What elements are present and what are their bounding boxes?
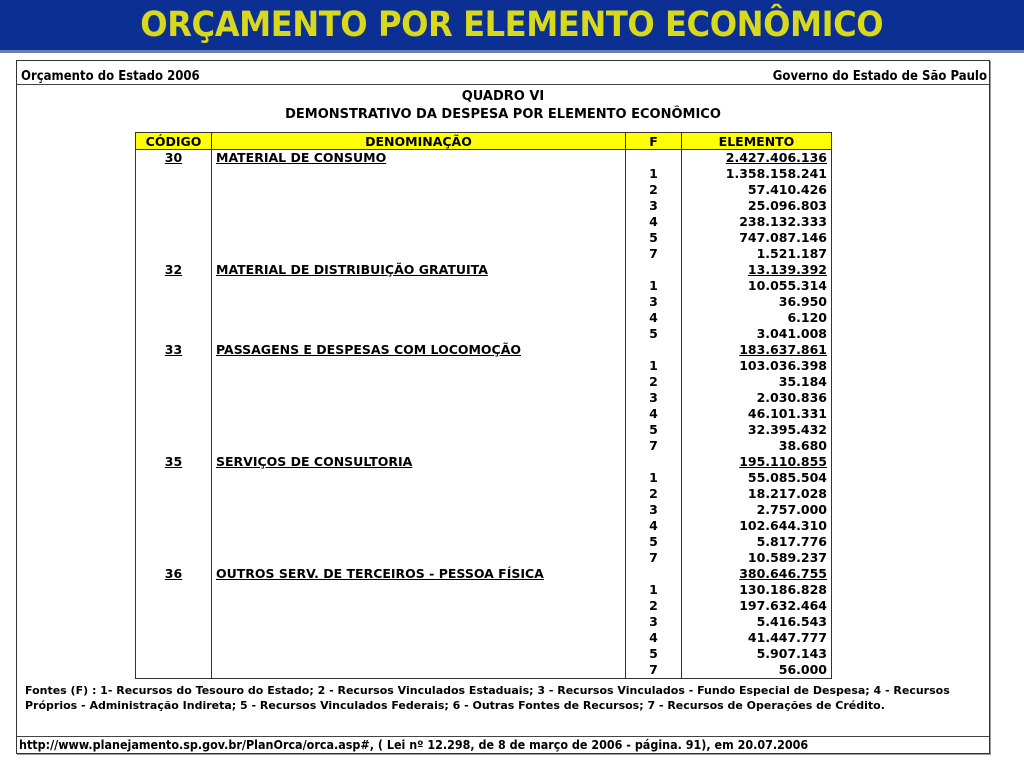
- group-name: MATERIAL DE DISTRIBUIÇÃO GRATUITA: [212, 262, 626, 278]
- item-name: [212, 374, 626, 390]
- document-frame: [16, 60, 990, 754]
- item-row: [136, 470, 832, 486]
- item-code: [136, 214, 212, 230]
- col-header-denominacao: DENOMINAÇÃO: [212, 133, 626, 150]
- group-total: 13.139.392: [682, 262, 832, 278]
- item-name: [212, 486, 626, 502]
- item-row: [136, 518, 832, 534]
- title-bar: [0, 0, 1024, 53]
- group-total: 183.637.861: [682, 342, 832, 358]
- item-code: [136, 326, 212, 342]
- group-name: MATERIAL DE CONSUMO: [212, 150, 626, 167]
- group-f: [626, 262, 682, 278]
- item-fonte: 7: [626, 438, 682, 454]
- item-code: [136, 438, 212, 454]
- item-code: [136, 294, 212, 310]
- item-fonte: 7: [626, 246, 682, 262]
- item-name: [212, 310, 626, 326]
- item-code: [136, 278, 212, 294]
- item-fonte: 1: [626, 166, 682, 182]
- item-code: [136, 422, 212, 438]
- item-fonte: 4: [626, 630, 682, 646]
- item-fonte: 3: [626, 198, 682, 214]
- item-fonte: 4: [626, 406, 682, 422]
- item-value: 36.950: [682, 294, 832, 310]
- item-value: 103.036.398: [682, 358, 832, 374]
- group-row: [136, 566, 832, 582]
- item-name: [212, 502, 626, 518]
- item-code: [136, 182, 212, 198]
- item-name: [212, 518, 626, 534]
- col-header-elemento: ELEMENTO: [682, 133, 832, 150]
- item-code: [136, 502, 212, 518]
- source-citation: http://www.planejamento.sp.gov.br/PlanOrca/orca.asp#, ( Lei nº 12.298, de 8 de março de 2006 - página. 91), em 20.07.2006: [19, 738, 809, 752]
- item-code: [136, 198, 212, 214]
- item-row: [136, 214, 832, 230]
- item-row: [136, 358, 832, 374]
- group-f: [626, 454, 682, 470]
- group-total: 195.110.855: [682, 454, 832, 470]
- item-row: [136, 582, 832, 598]
- item-value: 38.680: [682, 438, 832, 454]
- item-fonte: 5: [626, 534, 682, 550]
- item-value: 102.644.310: [682, 518, 832, 534]
- item-row: [136, 182, 832, 198]
- item-fonte: 7: [626, 662, 682, 679]
- item-fonte: 5: [626, 326, 682, 342]
- item-name: [212, 278, 626, 294]
- item-value: 197.632.464: [682, 598, 832, 614]
- item-name: [212, 230, 626, 246]
- group-name: SERVIÇOS DE CONSULTORIA: [212, 454, 626, 470]
- item-name: [212, 198, 626, 214]
- item-fonte: 4: [626, 214, 682, 230]
- item-code: [136, 486, 212, 502]
- item-row: [136, 598, 832, 614]
- item-fonte: 3: [626, 502, 682, 518]
- item-fonte: 2: [626, 598, 682, 614]
- item-row: [136, 246, 832, 262]
- item-value: 1.358.158.241: [682, 166, 832, 182]
- item-fonte: 3: [626, 390, 682, 406]
- item-value: 25.096.803: [682, 198, 832, 214]
- header-divider: [17, 84, 989, 85]
- item-name: [212, 598, 626, 614]
- item-row: [136, 230, 832, 246]
- item-row: [136, 630, 832, 646]
- group-code: 30: [136, 150, 212, 167]
- col-header-codigo: CÓDIGO: [136, 133, 212, 150]
- group-total: 380.646.755: [682, 566, 832, 582]
- item-row: [136, 278, 832, 294]
- item-value: 10.589.237: [682, 550, 832, 566]
- expense-table: [135, 132, 832, 679]
- group-code: 35: [136, 454, 212, 470]
- item-value: 6.120: [682, 310, 832, 326]
- item-value: 18.217.028: [682, 486, 832, 502]
- item-value: 5.907.143: [682, 646, 832, 662]
- item-code: [136, 630, 212, 646]
- fontes-legend: Fontes (F) : 1- Recursos do Tesouro do Estado; 2 - Recursos Vinculados Estaduais; 3 - Recursos Vinculados - Fundo Especial de Despesa; 4 - Recursos Próprios - Administração Indireta; 5 - Recursos Vinculados Federais; 6 - Outras Fontes de Recursos; 7 - Recursos de Operações de Crédito.: [25, 684, 950, 712]
- col-header-f: F: [626, 133, 682, 150]
- item-row: [136, 374, 832, 390]
- item-name: [212, 294, 626, 310]
- item-fonte: 4: [626, 310, 682, 326]
- group-row: [136, 342, 832, 358]
- item-row: [136, 486, 832, 502]
- item-name: [212, 662, 626, 679]
- item-name: [212, 166, 626, 182]
- group-f: [626, 566, 682, 582]
- item-name: [212, 438, 626, 454]
- item-fonte: 7: [626, 550, 682, 566]
- item-code: [136, 374, 212, 390]
- item-value: 46.101.331: [682, 406, 832, 422]
- item-name: [212, 326, 626, 342]
- item-fonte: 4: [626, 518, 682, 534]
- item-row: [136, 406, 832, 422]
- item-code: [136, 406, 212, 422]
- item-fonte: 1: [626, 278, 682, 294]
- item-row: [136, 166, 832, 182]
- group-code: 33: [136, 342, 212, 358]
- item-name: [212, 614, 626, 630]
- item-code: [136, 582, 212, 598]
- header-left: Orçamento do Estado 2006: [21, 69, 200, 84]
- item-row: [136, 390, 832, 406]
- item-code: [136, 390, 212, 406]
- item-row: [136, 294, 832, 310]
- item-row: [136, 310, 832, 326]
- item-value: 130.186.828: [682, 582, 832, 598]
- item-fonte: 2: [626, 374, 682, 390]
- item-code: [136, 662, 212, 679]
- group-row: [136, 262, 832, 278]
- item-value: 238.132.333: [682, 214, 832, 230]
- table-subtitle: DEMONSTRATIVO DA DESPESA POR ELEMENTO ECONÔMICO: [285, 107, 721, 122]
- item-fonte: 5: [626, 230, 682, 246]
- item-value: 10.055.314: [682, 278, 832, 294]
- item-fonte: 1: [626, 582, 682, 598]
- item-code: [136, 310, 212, 326]
- item-row: [136, 614, 832, 630]
- group-code: 32: [136, 262, 212, 278]
- item-fonte: 2: [626, 486, 682, 502]
- group-row: [136, 150, 832, 167]
- item-name: [212, 406, 626, 422]
- item-name: [212, 214, 626, 230]
- item-fonte: 1: [626, 358, 682, 374]
- item-value: 3.041.008: [682, 326, 832, 342]
- item-row: [136, 438, 832, 454]
- item-row: [136, 326, 832, 342]
- item-value: 1.521.187: [682, 246, 832, 262]
- item-code: [136, 518, 212, 534]
- item-row: [136, 662, 832, 679]
- footer-divider: [17, 736, 989, 737]
- group-code: 36: [136, 566, 212, 582]
- item-row: [136, 534, 832, 550]
- item-value: 32.395.432: [682, 422, 832, 438]
- item-row: [136, 198, 832, 214]
- item-name: [212, 646, 626, 662]
- item-value: 2.030.836: [682, 390, 832, 406]
- item-fonte: 5: [626, 646, 682, 662]
- item-name: [212, 630, 626, 646]
- item-value: 2.757.000: [682, 502, 832, 518]
- item-code: [136, 614, 212, 630]
- item-name: [212, 534, 626, 550]
- item-code: [136, 230, 212, 246]
- item-code: [136, 246, 212, 262]
- item-fonte: 2: [626, 182, 682, 198]
- item-code: [136, 358, 212, 374]
- group-row: [136, 454, 832, 470]
- group-f: [626, 150, 682, 167]
- item-name: [212, 422, 626, 438]
- item-code: [136, 534, 212, 550]
- group-name: OUTROS SERV. DE TERCEIROS - PESSOA FÍSICA: [212, 566, 626, 582]
- item-row: [136, 646, 832, 662]
- item-fonte: 3: [626, 294, 682, 310]
- item-name: [212, 358, 626, 374]
- item-code: [136, 646, 212, 662]
- item-row: [136, 422, 832, 438]
- item-value: 55.085.504: [682, 470, 832, 486]
- item-name: [212, 550, 626, 566]
- item-code: [136, 166, 212, 182]
- item-fonte: 5: [626, 422, 682, 438]
- item-code: [136, 598, 212, 614]
- group-f: [626, 342, 682, 358]
- header-right: Governo do Estado de São Paulo: [772, 69, 987, 84]
- item-value: 747.087.146: [682, 230, 832, 246]
- item-value: 56.000: [682, 662, 832, 679]
- item-code: [136, 470, 212, 486]
- item-name: [212, 470, 626, 486]
- item-value: 5.817.776: [682, 534, 832, 550]
- item-name: [212, 582, 626, 598]
- item-fonte: 1: [626, 470, 682, 486]
- item-value: 5.416.543: [682, 614, 832, 630]
- slide-title: ORÇAMENTO POR ELEMENTO ECONÔMICO: [140, 5, 884, 45]
- item-value: 57.410.426: [682, 182, 832, 198]
- item-row: [136, 550, 832, 566]
- group-total: 2.427.406.136: [682, 150, 832, 167]
- item-fonte: 3: [626, 614, 682, 630]
- item-row: [136, 502, 832, 518]
- group-name: PASSAGENS E DESPESAS COM LOCOMOÇÃO: [212, 342, 626, 358]
- item-name: [212, 246, 626, 262]
- item-code: [136, 550, 212, 566]
- item-value: 41.447.777: [682, 630, 832, 646]
- item-name: [212, 390, 626, 406]
- item-name: [212, 182, 626, 198]
- item-value: 35.184: [682, 374, 832, 390]
- quadro-label: QUADRO VI: [461, 89, 545, 104]
